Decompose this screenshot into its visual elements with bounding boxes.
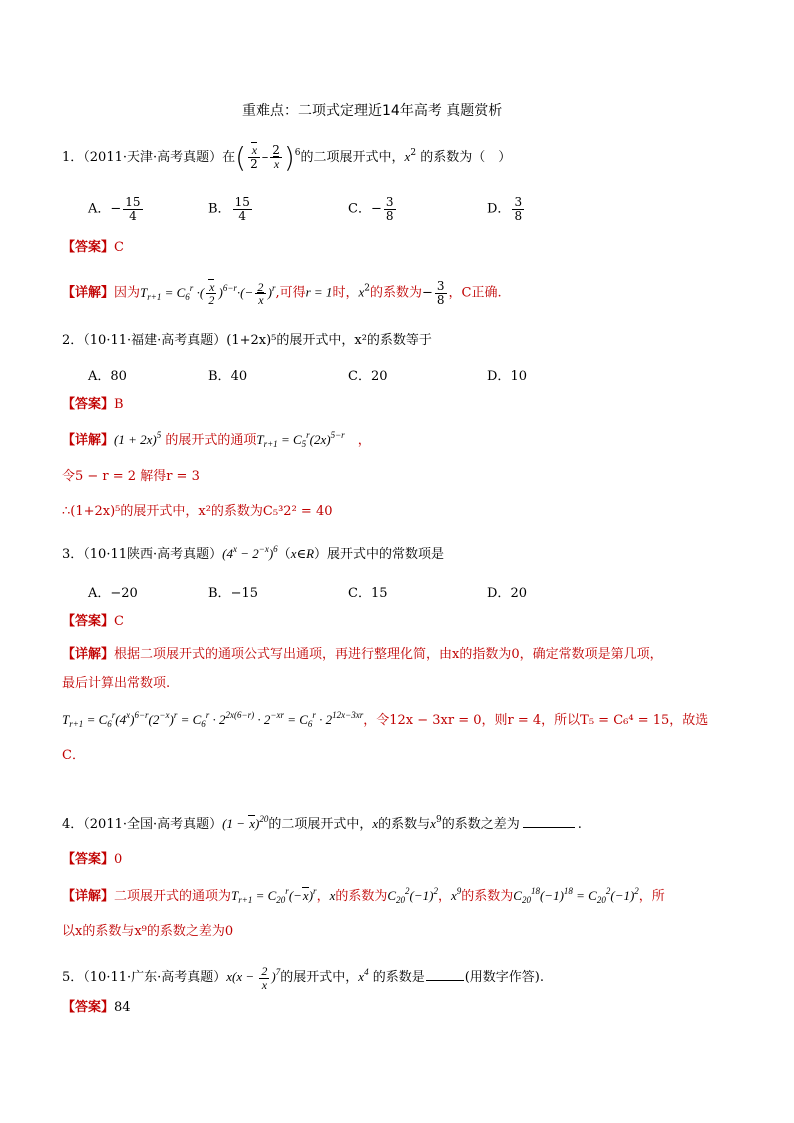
formula-fraction: $\frac{x}{2}$: [250, 143, 258, 171]
q2-answer: 【答案】B: [62, 397, 124, 412]
q1-option-a: A．− $\frac{15}{4}$: [88, 195, 141, 223]
q5-answer-blank[interactable]: [426, 969, 464, 981]
q3-stem: 3．（10·11陕西·高考真题）($4^x$ − $2^{-x})^6(x\in R)$展开式中的常数项是: [62, 544, 445, 562]
q1-detail: 【详解】因为$T_{r+1} = C_6^r$ ·( $\frac{x}{2}$ )$^{6-r}$·(− $\frac{2}{x}$ )$^r$,可得r = 1时，$x^2$的系数为− $\frac{3}{8}$ ，C正确.: [62, 279, 502, 308]
q3-option-d: D．20: [487, 586, 527, 601]
q3-detail-line4: C．: [62, 748, 85, 763]
q4-answer: 【答案】0: [62, 852, 123, 867]
q4-stem: 4．（2011·全国·高考真题）$(1 - x)^{20}$的二项展开式中，x的系数与$x^9$的系数之差为 .: [62, 814, 582, 832]
q2-detail-line3: ∴(1+2x)⁵的展开式中，x²的系数为C₅³2² = 40: [62, 504, 333, 519]
q1-option-d: D． $\frac{3}{8}$: [487, 195, 523, 223]
q2-option-b: B．40: [208, 369, 248, 384]
q3-option-c: C．15: [348, 586, 388, 601]
q1-stem: 1．（2011·天津·高考真题）在( $\frac{x}{2}$ – $\frac{2}{x}$ )$^6$的二项展开式中，$x^2$ 的系数为（ ）: [62, 141, 512, 174]
q2-detail-line2: 令5 − r = 2 解得r = 3: [62, 469, 200, 484]
q3-detail-line2: 最后计算出常数项.: [62, 676, 171, 691]
q3-option-b: B．−15: [208, 586, 258, 601]
q2-detail-line1: 【详解】$(1 + 2x)^5$ 的展开式的通项$T_{r+1} = C_5^r(2x)^{5-r}$ ，: [62, 430, 371, 449]
q1-stem-post: 的二项展开式中，: [300, 150, 405, 165]
q2-option-c: C．20: [348, 369, 388, 384]
q1-stem-post2: 的系数为（ ）: [420, 150, 512, 165]
q3-answer: 【答案】C: [62, 614, 124, 629]
q4-detail-line1: 【详解】二项展开式的通项为$T_{r+1} = C_{20}^r(-x)^r$，x的系数为$C_{20}^2(-1)^2$，$x^9$的系数为$C_{20}^{18}(-1)^{18} = C_{20}^2(-1)^2$，所: [62, 886, 665, 905]
q5-answer: 【答案】84: [62, 1000, 131, 1015]
q4-answer-blank[interactable]: [523, 816, 575, 828]
formula-paren: ): [283, 141, 295, 174]
q2-option-a: A．80: [88, 369, 127, 384]
formula-paren: (: [235, 141, 247, 174]
q2-stem: 2．（10·11·福建·高考真题）(1+2x)⁵的展开式中，x²的系数等于: [62, 333, 432, 348]
q2-option-d: D．10: [487, 369, 527, 384]
page-title: 重难点：二项式定理近14年高考 真题赏析: [242, 103, 503, 119]
q5-stem: 5．（10·11·广东·高考真题）x(x − $\frac{2}{x}$ )$^7$的展开式中，$x^4$ 的系数是 (用数字作答).: [62, 964, 544, 992]
q1-stem-pre: 1．（2011·天津·高考真题）在: [62, 150, 236, 165]
q3-detail-line1: 【详解】根据二项展开式的通项公式写出通项，再进行整理化简，由x的指数为0，确定常数项是第几项，: [62, 647, 663, 662]
formula-fraction: $\frac{2}{x}$: [272, 143, 280, 171]
q4-detail-line2: 以x的系数与x⁹的系数之差为0: [62, 924, 234, 939]
q1-option-b: B． $\frac{15}{4}$: [208, 195, 250, 223]
q3-option-a: A．−20: [88, 586, 138, 601]
q1-option-c: C．− $\frac{3}{8}$: [348, 195, 394, 223]
q3-detail-line3: $T_{r+1} = C_6^r(4^x)^{6-r}(2^{-x})^r = C_6^r \cdot 2^{2x(6-r)} \cdot 2^{-xr} = C_6^r \cdot 2^{12x-3xr}$，令12x − 3xr = 0，则r = 4，所以T₅ = C₆⁴ = 15，故选: [62, 710, 709, 729]
q1-answer: 【答案】C: [62, 240, 124, 255]
